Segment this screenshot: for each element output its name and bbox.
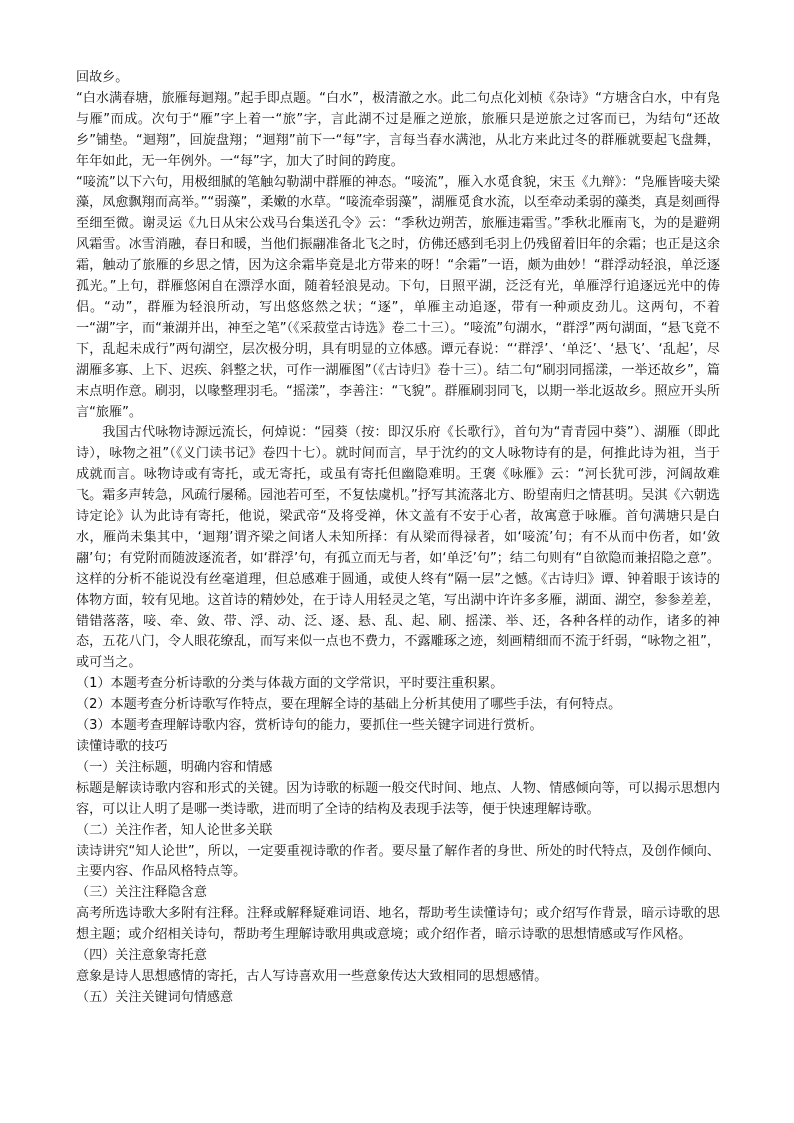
tip-heading-5: （五）关注关键词句情感意 (76, 989, 234, 1005)
paragraph-analysis-evaluation: 我国古代咏物诗源远流长，何焯说：“园葵（按：即汉乐府《长歌行》，首句为“青青园中葵”）、湖雁（即此诗），咏物之祖”（《义门读书记》卷四十七）。就时间而言，早于沈约的文人咏物诗有的是，何推此诗为祖，当于成就而言。咏物诗或有寄托，或无寄托，或虽有寄托但幽隐难明。王褒《咏雁》云：“河长犹可涉，河阔故难飞。霜多声转急，风疏行屡稀。园池若可至，不复怯虞机。”抒写其流落北方、盼望南归之情甚明。吴淇《六朝选诗定论》认为此诗有寄托，他说，梁武帝“及将受禅，休文盖有不安于心者，故寓意于咏雁。首句满塘只是白水，雁尚未集其中，‘迴翔’谓齐梁之间诸人未知所择：有从梁而得禄者，如‘唼流’句；有不从而中伤者，如‘敛翮’句；有党附而随波逐流者，如‘群浮’句，有孤立而无与者，如‘单泛’句”；结二句则有“自欲隐而兼招隐之意”。这样的分析不能说没有丝毫道理，但总感难于圆通，或使人终有“隔一层”之憾。《古诗归》谭、钟着眼于该诗的体物方面，较有见地。这首诗的精妙处，在于诗人用轻灵之笔，写出湖中许许多多雁，湖面、湖空，参参差差，错错落落，唼、牵、敛、带、浮、动、泛、逐、悬、乱、起、刷、摇漾、举、还，各种各样的动作，诸多的神态，五花八门，令人眼花缭乱，而写来似一点也不费力，不露雕琢之迹，刻画精细而不流于纤弱，“咏物之祖”，或可当之。 (76, 425, 721, 671)
tip-body-2: 读诗讲究“知人论世”，所以，一定要重视诗歌的作者。要尽量了解作者的身世、所处的时代特点，及创作倾向、主要内容、作品风格特点等。 (76, 843, 720, 880)
answer-note-1: （1）本题考查分析诗歌的分类与体裁方面的文学常识，平时要注重积累。 (76, 676, 504, 692)
section-heading-tips: 读懂诗歌的技巧 (76, 739, 168, 754)
tip-heading-4: （四）关注意象寄托意 (76, 948, 207, 964)
paragraph-ending: 回故乡。 (76, 70, 129, 85)
document-page (76, 68, 720, 1009)
tip-body-1: 标题是解读诗歌内容和形式的关键。因为诗歌的标题一般交代时间、地点、人物、情感倾向等，可以揭示思想内容，可以让人明了是哪一类诗歌，进而明了全诗的结构及表现手法等，便于快速理解诗歌。 (76, 780, 720, 817)
paragraph-analysis-opening: “白水满春塘，旅雁每迴翔。”起手即点题。“白水”，极清澈之水。此二句点化刘桢《杂诗》“方塘含白水，中有凫与雁”而成。次句于“雁”字上着一“旅”字，言此湖不过是雁之逆旅，旅雁只是逆旅之过客而已，为结句“还故乡”铺垫。“迴翔”，回旋盘翔；“迴翔”前下一“每”字，言每当春水满池，从北方来此过冬的群雁就要起飞盘舞，年年如此，无一年例外。一“每”字，加大了时间的跨度。 (76, 90, 720, 169)
tip-heading-3: （三）关注注释隐含意 (76, 885, 207, 901)
answer-note-2: （2）本题考查分析诗歌写作特点，要在理解全诗的基础上分析其使用了哪些手法，有何特点。 (76, 697, 622, 713)
paragraph-analysis-middle: “唼流”以下六句，用极细腻的笔触勾勒湖中群雁的神态。“唼流”，雁入水觅食貌，宋玉《九辩》：“凫雁皆唼夫梁藻，凤愈飘翔而高举。”“弱藻”，柔嫩的水草。“唼流牵弱藻”，湖雁觅食水流，以至牵动柔弱的藻类，真是刻画得至细至微。谢灵运《九日从宋公戏马台集送孔令》云：“季秋边朔苦，旅雁违霜雪。”季秋北雁南飞，为的是避朔风霜雪。冰雪消融，春日和暖，当他们振翮准备北飞之时，仿佛还感到毛羽上仍残留着旧年的余霜；也正是这余霜，触动了旅雁的乡思之情，因为这余霜毕竟是北方带来的呀！“余霜”一语，颇为曲妙！“群浮动轻浪，单泛逐孤光。”上句，群雁悠闲自在漂浮水面，随着轻浪晃动。下句，日照平湖，泛泛有光，单雁浮行追逐远光中的俦侣。“动”，群雁为轻浪所动，写出悠悠然之状；“逐”，单雁主动追逐，带有一种顽皮劲儿。这两句，不着一“湖”字，而“兼湖并出，神至之笔”（《采菽堂古诗选》卷二十三）。“唼流”句湖水，“群浮”两句湖面，“悬飞竟不下，乱起未成行”两句湖空，层次极分明，具有明显的立体感。谭元春说：“‘群浮’、‘单泛’、‘悬飞’、‘乱起’，尽湖雁多寡、上下、迟疾、斜整之状，可作一湖雁图”（《古诗归》卷十三）。结二句“刷羽同摇漾，一举还故乡”，篇末点明作意。刷羽，以喙整理羽毛。“摇漾”，李善注：“飞貌”。群雁刷羽同飞，以期一举北返故乡。照应开头所言“旅雁”。 (76, 174, 720, 420)
tip-body-4: 意象是诗人思想感情的寄托，古人写诗喜欢用一些意象传达大致相同的思想感情。 (76, 968, 548, 984)
tip-heading-2: （二）关注作者，知人论世多关联 (76, 822, 273, 838)
tip-body-3: 高考所选诗歌大多附有注释。注释或解释疑难词语、地名，帮助考生读懂诗句；或介绍写作背景，暗示诗歌的思想主题；或介绍相关诗句，帮助考生理解诗歌用典或意境；或介绍作者，暗示诗歌的思想情感或写作风格。 (76, 906, 720, 943)
tip-heading-1: （一）关注标题，明确内容和情感 (76, 759, 273, 775)
answer-note-3: （3）本题考查理解诗歌内容，赏析诗句的能力，要抓住一些关键字词进行赏析。 (76, 718, 543, 734)
